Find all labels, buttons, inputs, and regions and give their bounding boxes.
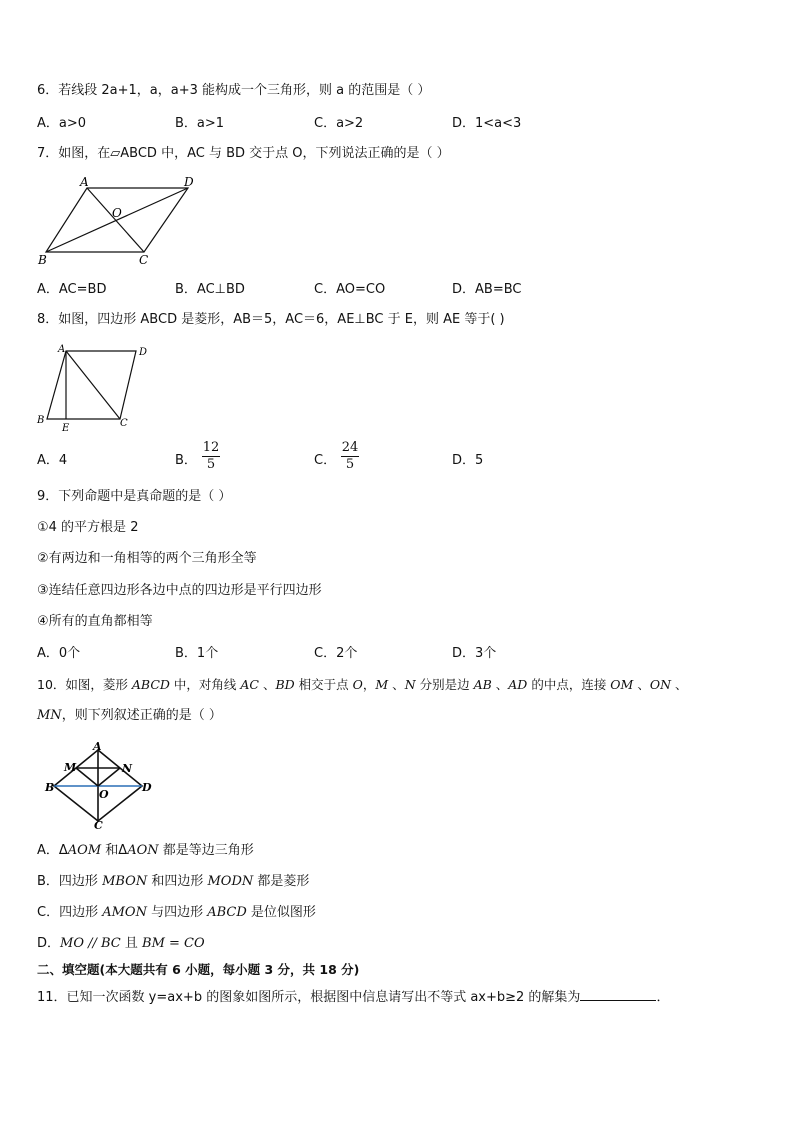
q10-text: 与四边形 — [146, 905, 208, 920]
q7-option-b: B．AC⊥BD — [175, 282, 245, 297]
q9-option-b: B．1个 — [175, 646, 219, 661]
q10-math: ABCD — [207, 905, 247, 920]
q9-option-a: A．0个 — [37, 646, 81, 661]
q10-label-m: M — [64, 761, 77, 774]
q6-option-b: B．a>1 — [175, 116, 225, 131]
q7-stem: 7．如图，在▱ABCD 中，AC 与 BD 交于点 O，下列说法正确的是（ ） — [37, 146, 450, 161]
q10-label-n: N — [122, 762, 133, 775]
q10-text: 和四边形 — [147, 874, 208, 889]
q7-label-d: D — [184, 175, 194, 189]
q10-text: 、 — [671, 677, 688, 692]
q7-label-b: B — [38, 253, 47, 267]
q10-math: N — [404, 677, 416, 692]
q10-label-b: B — [45, 781, 55, 794]
q10-stem-line2 — [37, 707, 222, 725]
q7-label-a: A — [80, 175, 89, 189]
q10-math: AB — [473, 677, 492, 692]
q10-label-d: D — [142, 781, 152, 794]
q6-option-d: D．1<a<3 — [452, 116, 522, 131]
q10-math: AMON — [102, 905, 147, 920]
q10-math: AC — [240, 677, 259, 692]
q7-option-a: A．AC=BD — [37, 282, 107, 297]
q8-label-e: E — [62, 423, 70, 434]
q7-label-c: C — [139, 253, 149, 267]
q10-text: 和Δ — [101, 843, 128, 858]
q10-math: ABCD — [131, 677, 170, 692]
q10-math: MO // BC — [60, 936, 121, 951]
q8-label-c: C — [120, 418, 128, 429]
q10-text: 相交于点 — [294, 677, 353, 692]
q10-math: M — [375, 677, 389, 692]
q9-stem: 9．下列命题中是真命题的是（ ） — [37, 489, 232, 504]
q6-stem: 6．若线段 2a+1，a，a+3 能构成一个三角形，则 a 的范围是（ ） — [37, 83, 431, 98]
q8-option-b-numerator: 12 — [202, 440, 220, 455]
q10-option-b — [37, 873, 309, 891]
q10-math: AOM — [67, 843, 102, 858]
q9-item-4: ④所有的直角都相等 — [37, 614, 153, 629]
q10-label-o: O — [99, 788, 109, 801]
q11-stem-line — [37, 988, 669, 1007]
q8-option-b-fraction — [202, 440, 220, 473]
q9-item-2: ②有两边和一角相等的两个三角形全等 — [37, 551, 257, 566]
q10-text: 、 — [491, 677, 509, 692]
q10-text: A．Δ — [37, 843, 68, 858]
q8-option-c-fraction — [341, 440, 359, 473]
q9-item-3: ③连结任意四边形各边中点的四边形是平行四边形 — [37, 583, 322, 598]
q10-text: 都是菱形 — [253, 874, 310, 889]
q8-stem: 8．如图，四边形 ABCD 是菱形，AB＝5，AC＝6，AE⊥BC 于 E，则 AE 等于( ) — [37, 312, 505, 327]
q10-option-d — [37, 935, 205, 953]
q9-option-c: C．2个 — [314, 646, 358, 661]
q7-label-o: O — [112, 206, 122, 220]
q10-math: O — [352, 677, 363, 692]
q10-text: 的中点，连接 — [527, 677, 611, 692]
q10-text: 且 — [120, 936, 143, 951]
q7-option-c: C．AO=CO — [314, 282, 386, 297]
q10-math: BM = CO — [142, 936, 205, 951]
q10-label-a: A — [93, 742, 102, 753]
q10-text: 、 — [388, 677, 405, 692]
q8-option-b-denominator: 5 — [206, 457, 216, 472]
q8-option-c-denominator: 5 — [345, 457, 355, 472]
q10-text: D． — [37, 936, 61, 951]
q7-parallelogram-figure — [34, 172, 204, 268]
q10-math: OM — [610, 677, 634, 692]
q10-option-c — [37, 904, 316, 922]
q10-stem-line1 — [37, 676, 688, 694]
q10-text: 、 — [258, 677, 276, 692]
q10-math: AD — [508, 677, 528, 692]
q10-text: 分别是边 — [415, 677, 474, 692]
q10-math: MN — [37, 708, 62, 723]
answer-blank[interactable] — [580, 988, 656, 1001]
q9-option-d: D．3个 — [452, 646, 497, 661]
q6-option-c: C．a>2 — [314, 116, 364, 131]
q10-text: 、 — [633, 677, 650, 692]
section-title: 二、填空题(本大题共有 6 小题，每小题 3 分，共 18 分) — [37, 962, 360, 977]
q7-option-d: D．AB=BC — [452, 282, 522, 297]
q10-rhombus-figure — [40, 742, 160, 830]
q10-text: 都是等边三角形 — [158, 843, 254, 858]
q10-label-c: C — [94, 819, 103, 830]
q9-item-1: ①4 的平方根是 2 — [37, 520, 139, 535]
q8-label-a: A — [58, 344, 66, 355]
q8-label-b: B — [37, 415, 45, 426]
q10-text: ，则下列叙述正确的是（ ） — [61, 708, 222, 723]
q10-text: 是位似图形 — [246, 905, 316, 920]
q10-math: ON — [649, 677, 672, 692]
q8-option-a: A．4 — [37, 453, 68, 468]
q10-math: MODN — [207, 874, 254, 889]
q10-option-a — [37, 842, 254, 860]
q10-math: MBON — [102, 874, 148, 889]
q6-option-a: A．a>0 — [37, 116, 87, 131]
q10-math: BD — [275, 677, 295, 692]
q10-text: 10．如图，菱形 — [37, 677, 132, 692]
q8-rhombus-figure — [34, 340, 164, 434]
q8-option-b-prefix: B． — [175, 453, 197, 468]
q10-text: B．四边形 — [37, 874, 103, 889]
q10-text: ， — [362, 677, 376, 692]
q8-option-c-prefix: C． — [314, 453, 337, 468]
q10-math: AON — [127, 843, 159, 858]
q8-option-c-numerator: 24 — [341, 440, 359, 455]
q11-end: ． — [656, 990, 670, 1005]
q11-stem: 11．已知一次函数 y=ax+b 的图象如图所示，根据图中信息请写出不等式 ax+b≥2 的解集为 — [37, 990, 581, 1005]
q8-label-d: D — [139, 347, 148, 358]
q8-option-d: D．5 — [452, 453, 484, 468]
q10-text: C．四边形 — [37, 905, 103, 920]
q10-text: 中，对角线 — [169, 677, 241, 692]
